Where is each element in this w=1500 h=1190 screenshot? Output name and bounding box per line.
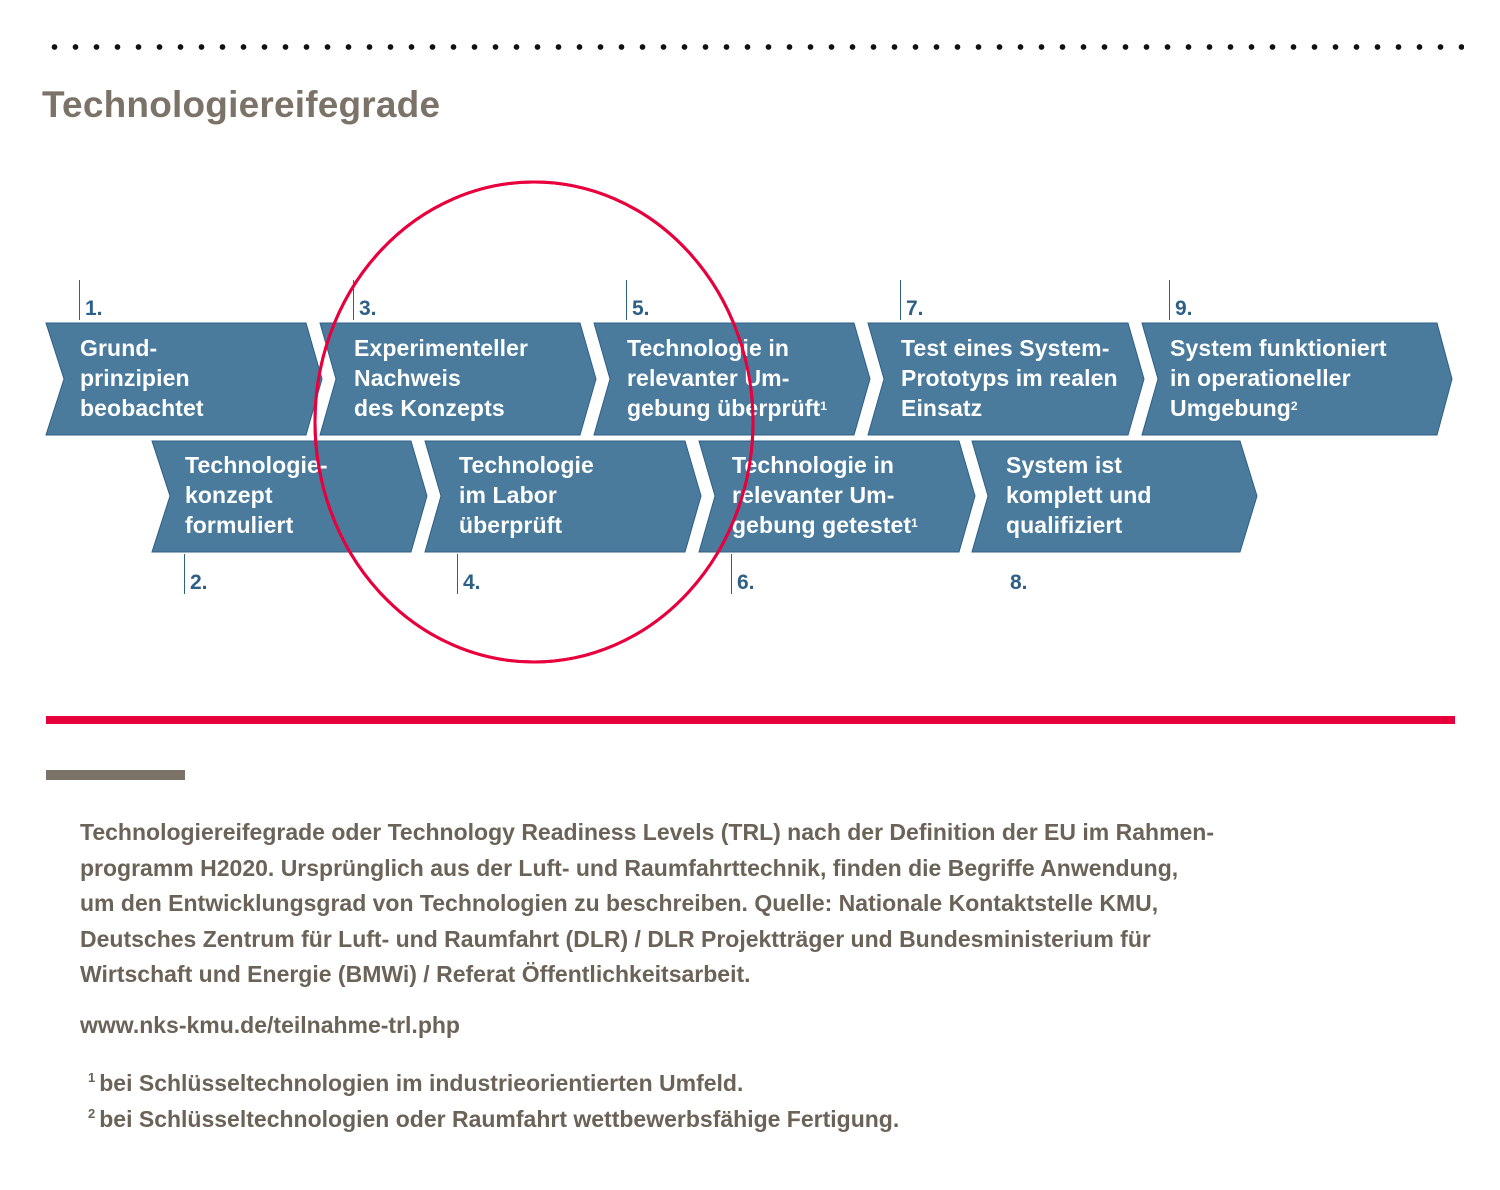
level-number-9: 9.	[1169, 280, 1193, 320]
footnote-mark: 2	[88, 1106, 96, 1121]
footnote-mark: 1	[911, 516, 918, 530]
level-number-4: 4.	[457, 554, 481, 594]
level-label-2: Technologie- konzept formuliert	[185, 452, 328, 538]
level-number-2: 2.	[184, 554, 208, 594]
level-number-3: 3.	[353, 280, 377, 320]
level-label-5: Technologie in relevanter Um- gebung überprüft$^1$	[627, 335, 828, 421]
level-number-6: 6.	[731, 554, 755, 594]
level-number-1: 1.	[79, 280, 103, 320]
level-label-7: Test eines System- Prototyps im realen Einsatz	[901, 335, 1118, 421]
red-divider	[46, 716, 1455, 724]
level-label-1: Grund- prinzipien beobachtet	[80, 335, 204, 421]
footnote-1: $^1$ bei Schlüsseltechnologien im industrieorientierten Umfeld.	[88, 1070, 744, 1096]
level-number-7: 7.	[900, 280, 924, 320]
level-label-3: Experimenteller Nachweis des Konzepts	[354, 335, 529, 421]
level-label-9: System funktioniert in operationeller Umgebung$^2$	[1170, 335, 1387, 421]
description-paragraph: Technologiereifegrade oder Technology Readiness Levels (TRL) nach der Definition der EU im Rahmen- programm H2020. Ursprünglich aus der Luft- und Raumfahrttechnik, finden die Begriffe Anwendung, um den Entwicklungsgrad von Technologien zu beschreiben. Quelle: Nationale Kontaktstelle KMU, Deutsches Zentrum für Luft- und Raumfahrt (DLR) / DLR Projektträger und Bundesministerium für Wirtschaft und Energie (BMWi) / Referat Öffentlichkeitsarbeit.	[80, 819, 1215, 987]
source-link[interactable]: www.nks-kmu.de/teilnahme-trl.php	[80, 1012, 460, 1038]
grey-accent-bar	[46, 770, 185, 780]
level-number-5: 5.	[626, 280, 650, 320]
footnote-mark: 1	[88, 1070, 96, 1085]
level-label-8: System ist komplett und qualifiziert	[1006, 452, 1152, 538]
footnote-2: $^2$ bei Schlüsseltechnologien oder Raumfahrt wettbewerbsfähige Fertigung.	[88, 1106, 900, 1132]
page-title: Technologiereifegrade	[42, 84, 441, 125]
footnote-mark: 1	[820, 399, 828, 413]
level-number-8: 8.	[1010, 571, 1028, 594]
level-label-6: Technologie in relevanter Um- gebung getestet$^1$	[732, 452, 918, 538]
footnote-mark: 2	[1290, 399, 1298, 413]
level-label-4: Technologie im Labor überprüft	[459, 452, 594, 538]
